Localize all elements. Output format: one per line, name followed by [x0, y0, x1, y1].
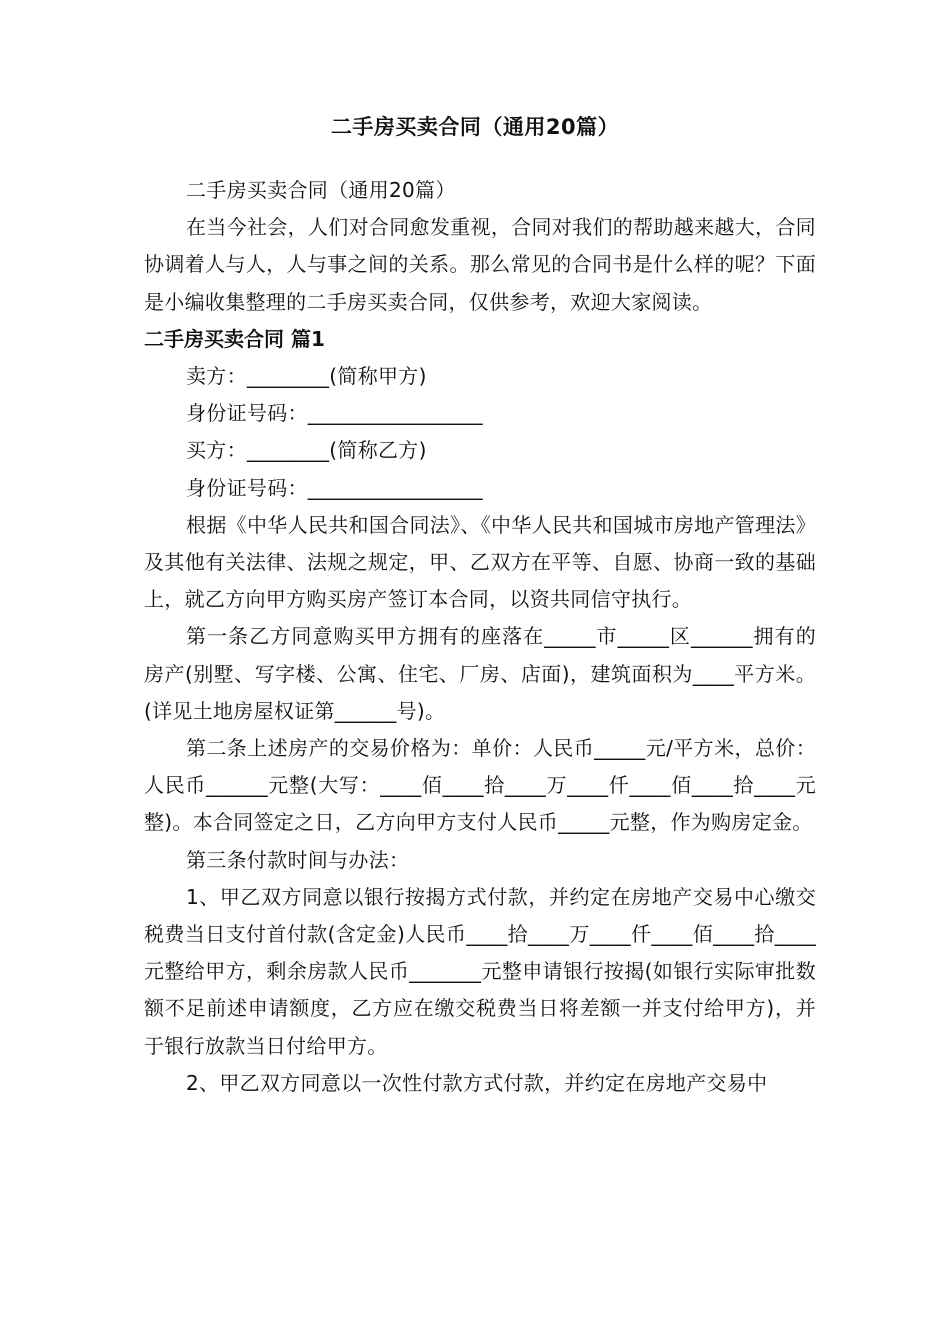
paragraph-buyer-id: 身份证号码：_________________	[186, 475, 483, 500]
paragraph-seller-id: 身份证号码：_________________	[186, 401, 483, 426]
paragraph-buyer: 买方：________(简称乙方)	[186, 438, 427, 463]
paragraph-legal-basis: 根据《中华人民共和国合同法》、《中华人民共和国城市房地产管理法》及其他有关法律、法规之规定，甲、乙双方在平等、自愿、协商一致的基础上，就乙方向甲方购买房产签订本合同，以资共同信守执行。	[144, 512, 816, 612]
document-body	[144, 172, 816, 1102]
paragraph-article-2: 第二条上述房产的交易价格为：单价：人民币_____元/平方米，总价：人民币______元整(大写：____佰____拾____万____仟____佰____拾____元整)。本合同签定之日，乙方向甲方支付人民币_____元整，作为购房定金。	[144, 736, 816, 835]
paragraph-subtitle: 二手房买卖合同（通用20篇）	[186, 178, 456, 202]
paragraph-payment-2: 2、甲乙双方同意以一次性付款方式付款，并约定在房地产交易中	[186, 1070, 768, 1095]
document-title: 二手房买卖合同（通用20篇）	[330, 115, 620, 139]
paragraph-seller: 卖方：________(简称甲方)	[186, 364, 427, 389]
paragraph-payment-1: 1、甲乙双方同意以银行按揭方式付款，并约定在房地产交易中心缴交税费当日支付首付款(含定金)人民币____拾____万____仟____佰____拾____元整给甲方，剩余房款人民币_______元整申请银行按揭(如银行实际审批数额不足前述申请额度，乙方应在缴交税费当日将差额一并支付给甲方)，并于银行放款当日付给甲方。	[144, 884, 816, 1058]
section-heading: 二手房买卖合同 篇1	[144, 326, 325, 351]
paragraph-article-3: 第三条付款时间与办法：	[186, 847, 410, 872]
paragraph-intro: 在当今社会，人们对合同愈发重视，合同对我们的帮助越来越大，合同协调着人与人，人与事之间的关系。那么常见的合同书是什么样的呢？下面是小编收集整理的二手房买卖合同，仅供参考，欢迎大家阅读。	[144, 215, 816, 314]
paragraph-article-1: 第一条乙方同意购买甲方拥有的座落在_____市_____区______拥有的房产(别墅、写字楼、公寓、住宅、厂房、店面)，建筑面积为____平方米。(详见土地房屋权证第______号)。	[144, 624, 816, 723]
